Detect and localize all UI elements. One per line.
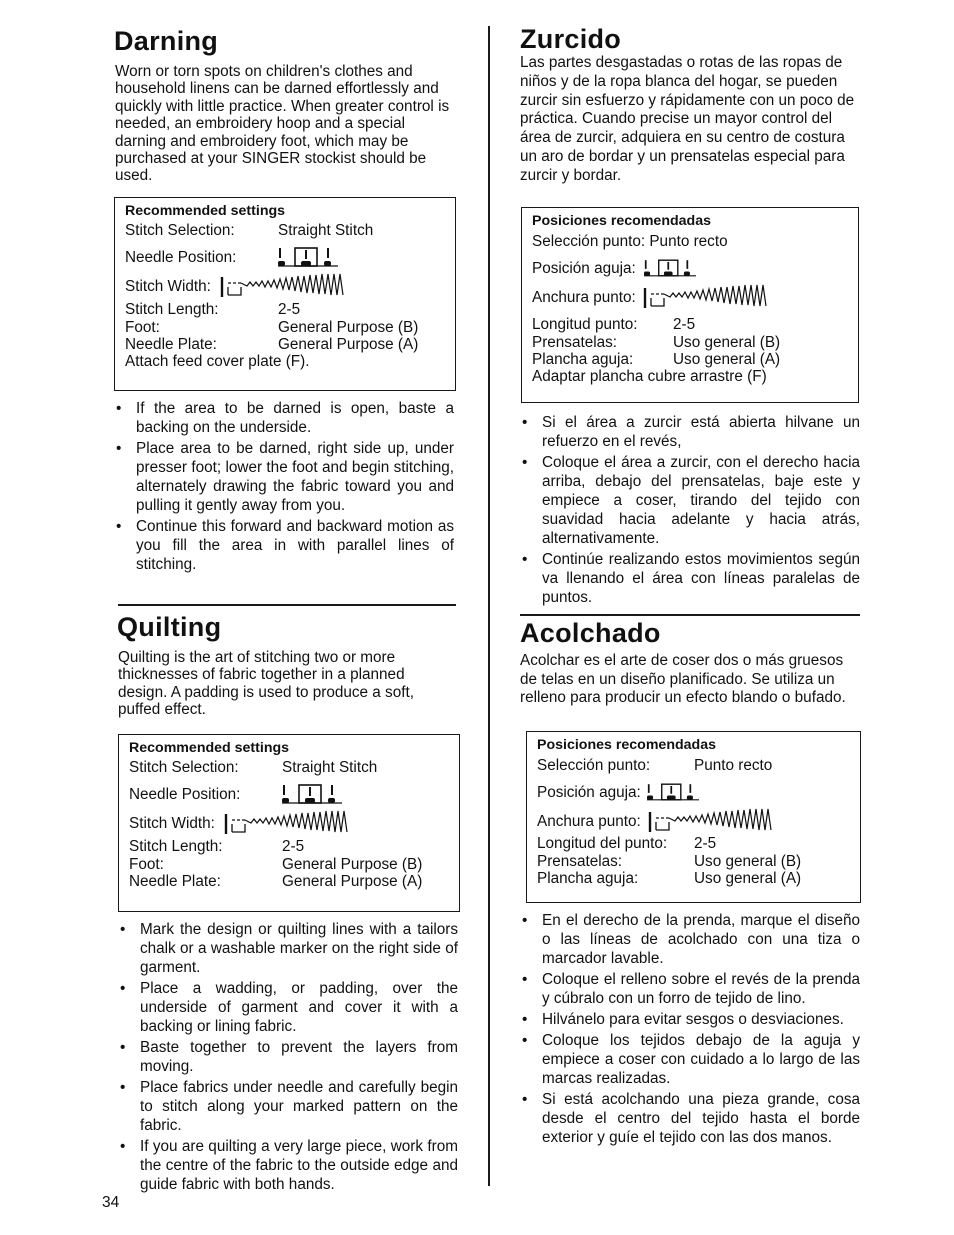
section-rule: [118, 604, 456, 606]
needle-plate-label: Needle Plate:: [129, 872, 221, 890]
zurcido-title: Zurcido: [520, 24, 622, 54]
darning-settings-box: [114, 197, 456, 391]
stitch-selection-value: Straight Stitch: [282, 759, 378, 776]
needle-plate-label: Plancha aguja:: [532, 350, 634, 368]
list-item: • If you are quilting a very large piece, work from the centre of the fabric to the outside edge and guide fabric with both hands.: [118, 1137, 458, 1194]
list-item: • Place a wadding, or padding, over the underside of garment and cover it with a backing or lining fabric.: [118, 979, 458, 1036]
stitch-width-label: Stitch Width:: [125, 277, 211, 295]
quilting-settings-heading: Recommended settings: [129, 740, 290, 756]
quilting-intro: Quilting is the art of stitching two or more thicknesses of fabric together in a planned design. A padding is used to produce a soft, puffed effect.: [118, 649, 414, 719]
quilting-bullets: [118, 920, 458, 1196]
zurcido-settings-box: [521, 207, 859, 403]
list-item: • Coloque los tejidos debajo de la aguja y empiece a coser con cuidado a lo largo de las marcas realizadas.: [520, 1031, 860, 1088]
zurcido-bullets: [520, 413, 860, 609]
foot-value: Uso general (B): [673, 333, 781, 351]
list-item: • If the area to be darned is open, baste a backing on the underside.: [114, 399, 454, 437]
darning-settings-heading: Recommended settings: [125, 203, 286, 219]
list-item: • Place area to be darned, right side up, under presser foot; lower the foot and begin stitching, alternately drawing the fabric toward you and pulling it gently away from you.: [114, 439, 454, 515]
needle-position-icon: [278, 245, 338, 269]
list-item: • Continue this forward and backward motion as you fill the area in with parallel lines of stitching.: [114, 517, 454, 574]
darning-intro: Worn or torn spots on children's clothes and household linens can be darned effortlessly and quickly with little practice. When greater control is needed, an embroidery hoop and a special darning and embroidery foot, which may be purchased at your SINGER stockist should be used.: [115, 63, 450, 185]
feed-cover-note: Adaptar plancha cubre arrastre (F): [532, 368, 767, 386]
acolchado-settings-heading: Posiciones recomendadas: [537, 737, 716, 753]
stitch-length-label: Longitud punto:: [532, 316, 638, 334]
list-item: • Mark the design or quilting lines with a tailors chalk or a washable marker on the right side of garment.: [118, 920, 458, 977]
needle-position-label: Posición aguja:: [537, 783, 641, 801]
list-item: • Si está acolchando una pieza grande, cosa desde el centro del tejido hasta el borde exterior y guíe el tejido con las dos manos.: [520, 1090, 860, 1147]
quilting-settings-box: [118, 734, 460, 912]
list-item: • Coloque el área a zurcir, con el derecho hacia arriba, debajo del prensatelas, baje este y empiece a coser, tirando del tejido con suavidad hacia adelante y hacia atrás, alternativamente.: [520, 453, 860, 548]
stitch-length-label: Stitch Length:: [125, 301, 219, 319]
needle-plate-label: Needle Plate:: [125, 335, 217, 353]
needle-position-label: Posición aguja:: [532, 259, 636, 277]
needle-position-label: Needle Position:: [129, 785, 241, 803]
list-item: • Hilvánelo para evitar sesgos o desviaciones.: [520, 1010, 860, 1029]
list-item: • Baste together to prevent the layers from moving.: [118, 1038, 458, 1076]
stitch-selection-label: Stitch Selection:: [125, 222, 235, 239]
stitch-length-value: 2-5: [282, 838, 305, 856]
stitch-width-label: Anchura punto:: [532, 288, 636, 306]
section-rule: [520, 614, 860, 616]
stitch-selection-text: Selección punto: Punto recto: [532, 233, 728, 250]
stitch-length-value: 2-5: [673, 316, 696, 334]
list-item: • Coloque el relleno sobre el revés de la prenda y cúbralo con un forro de tejido de lino.: [520, 970, 860, 1008]
needle-plate-value: Uso general (A): [694, 869, 802, 887]
column-divider: [488, 26, 490, 1186]
foot-value: General Purpose (B): [278, 318, 419, 336]
list-item: • Place fabrics under needle and carefully begin to stitch along your marked pattern on the fabric.: [118, 1078, 458, 1135]
needle-position-icon: [644, 256, 696, 280]
stitch-selection-value: Straight Stitch: [278, 222, 374, 239]
quilting-title: Quilting: [117, 612, 222, 642]
stitch-selection-value: Punto recto: [694, 757, 773, 774]
acolchado-title: Acolchado: [520, 618, 661, 648]
needle-plate-value: General Purpose (A): [278, 335, 419, 353]
needle-position-icon: [647, 780, 699, 804]
needle-position-label: Needle Position:: [125, 248, 237, 266]
foot-label: Prensatelas:: [537, 852, 623, 870]
feed-cover-note: Attach feed cover plate (F).: [125, 353, 310, 371]
zurcido-settings-heading: Posiciones recomendadas: [532, 213, 711, 229]
stitch-selection-label: Stitch Selection:: [129, 759, 239, 776]
foot-label: Foot:: [125, 318, 160, 336]
list-item: • Si el área a zurcir está abierta hilvane un refuerzo en el revés,: [520, 413, 860, 451]
stitch-length-label: Stitch Length:: [129, 838, 223, 856]
list-item: • Continúe realizando estos movimientos según va llenando el área con líneas paralelas de puntos.: [520, 550, 860, 607]
stitch-length-value: 2-5: [278, 301, 301, 319]
stitch-width-icon: [223, 810, 353, 836]
stitch-width-icon: [647, 808, 777, 834]
foot-value: General Purpose (B): [282, 855, 423, 873]
stitch-width-label: Anchura punto:: [537, 812, 641, 830]
stitch-width-icon: [642, 284, 772, 310]
stitch-width-label: Stitch Width:: [129, 814, 215, 832]
foot-label: Prensatelas:: [532, 333, 618, 351]
list-item: • En el derecho de la prenda, marque el diseño o las líneas de acolchado con una tiza o marcador lavable.: [520, 911, 860, 968]
acolchado-intro: Acolchar es el arte de coser dos o más gruesos de telas en un diseño planificado. Se utiliza un relleno para producir un efecto blando o bufado.: [520, 652, 846, 707]
needle-plate-value: Uso general (A): [673, 350, 781, 368]
darning-bullets: [114, 399, 454, 576]
needle-position-icon: [282, 782, 342, 806]
zurcido-intro: Las partes desgastadas o rotas de las ropas de niños y de la ropa blanca del hogar, se pueden zurcir sin esfuerzo y rápidamente con un poco de práctica. Cuando precise un mayor control del área de zurcir, adquiera en su centro de costura un aro de bordar y un prensatelas especial para zurcir y bordar.: [520, 54, 855, 184]
stitch-width-icon: [219, 273, 349, 299]
acolchado-bullets: [520, 911, 860, 1149]
stitch-length-value: 2-5: [694, 835, 717, 853]
foot-label: Foot:: [129, 855, 164, 873]
acolchado-settings-box: [526, 731, 861, 903]
stitch-selection-label: Selección punto:: [537, 757, 651, 774]
page-number: 34: [102, 1194, 120, 1211]
needle-plate-value: General Purpose (A): [282, 872, 423, 890]
needle-plate-label: Plancha aguja:: [537, 869, 639, 887]
stitch-length-label: Longitud del punto:: [537, 835, 668, 853]
darning-title: Darning: [114, 26, 219, 56]
foot-value: Uso general (B): [694, 852, 802, 870]
